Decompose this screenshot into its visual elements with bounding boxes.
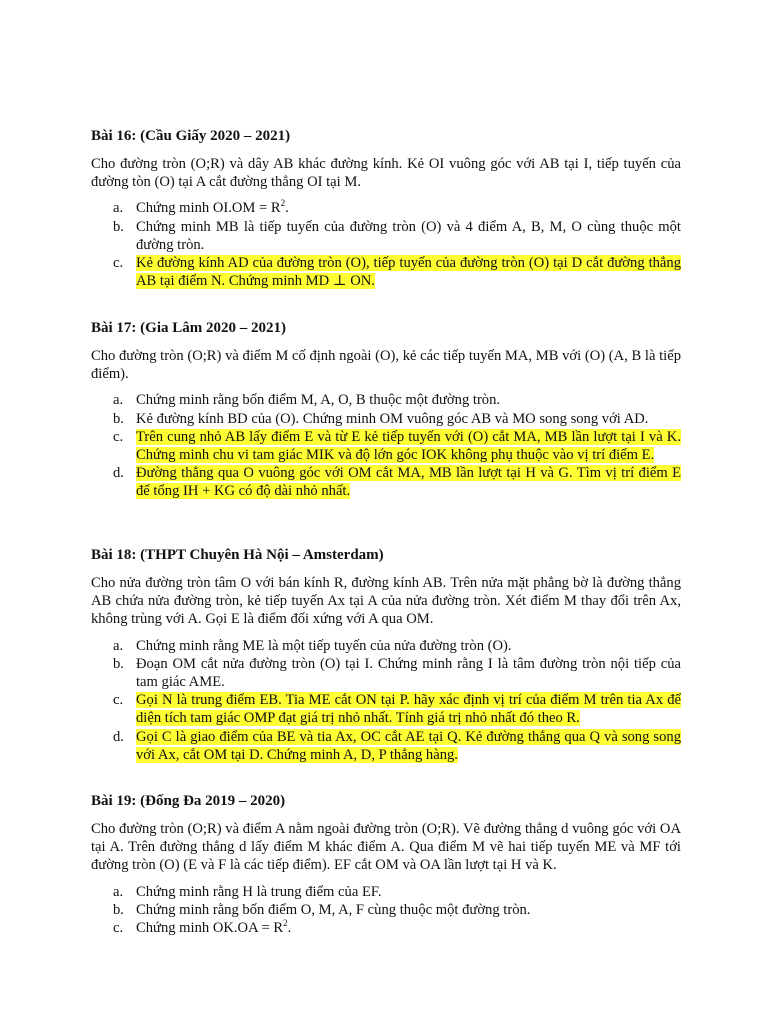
superscript: 2: [280, 198, 286, 209]
sub-question-d: [91, 464, 681, 500]
item-marker: b.: [113, 218, 124, 235]
problem-title: Bài 16: (Cầu Giấy 2020 – 2021): [91, 128, 291, 144]
item-marker: a.: [113, 200, 124, 217]
item-text: Chứng minh OK.OA = R: [136, 920, 284, 937]
item-marker: c.: [113, 692, 124, 709]
item-text: Chứng minh rằng H là trung điểm của EF.: [136, 883, 382, 900]
problem-18: [91, 546, 681, 764]
item-marker: b.: [113, 655, 124, 672]
item-marker: a.: [113, 637, 124, 654]
problem-17: [91, 319, 681, 501]
item-text: Kẻ đường kính BD của (O). Chứng minh OM vuông góc AB và MO song song với AD.: [136, 410, 649, 427]
item-text: Chứng minh MB là tiếp tuyến của đường tròn (O) và 4 điểm A, B, M, O cùng thuộc một đường tròn.: [136, 218, 681, 253]
sub-question-b: [91, 410, 681, 428]
sub-question-b: [91, 655, 681, 691]
item-marker: b.: [113, 901, 124, 918]
sub-question-list: [91, 883, 681, 938]
problem-title: Bài 19: (Đống Đa 2019 – 2020): [91, 793, 286, 809]
item-text-highlighted: Gọi N là trung điểm EB. Tia ME cắt ON tại P. hãy xác định vị trí của điểm M trên tia Ax để diện tích tam giác OMP đạt giá trị nhỏ nhất. Tính giá trị nhỏ nhất đó theo R.: [136, 692, 681, 727]
item-marker: d.: [113, 728, 124, 745]
sub-question-list: [91, 199, 681, 290]
problem-intro: Cho đường tròn (O;R) và điểm A nằm ngoài đường tròn (O;R). Vẽ đường thẳng d vuông góc với OA tại A. Trên đường thẳng d lấy điểm M khác điểm A. Qua điểm M vẽ hai tiếp tuyến ME và MF tới đường tròn (O) (E và F là các tiếp điểm). EF cắt OM và OA lần lượt tại H và K.: [91, 821, 681, 874]
problem-intro: Cho đường tròn (O;R) và điểm M cố định ngoài (O), kẻ các tiếp tuyến MA, MB với (O) (A, B là tiếp điểm).: [91, 348, 681, 383]
item-text-end: .: [287, 920, 292, 937]
item-text: Chứng minh OI.OM = R: [136, 200, 281, 217]
item-marker: c.: [113, 255, 124, 272]
sub-question-list: [91, 637, 681, 764]
item-marker: c.: [113, 428, 124, 445]
item-marker: d.: [113, 465, 124, 482]
item-text: Đoạn OM cắt nửa đường tròn (O) tại I. Chứng minh rằng I là tâm đường tròn nội tiếp của tam giác AME.: [136, 655, 681, 691]
item-text-highlighted: Trên cung nhỏ AB lấy điểm E và từ E kẻ tiếp tuyến với (O) cắt MA, MB lần lượt tại I và K. Chứng minh chu vi tam giác MIK và độ lớn góc IOK không phụ thuộc vào vị trí điểm E.: [136, 428, 681, 464]
item-marker: a.: [113, 883, 124, 900]
item-text-end: .: [285, 200, 289, 217]
item-text: Chứng minh rằng bốn điểm M, A, O, B thuộc một đường tròn.: [136, 392, 501, 409]
item-text-highlighted: Gọi C là giao điểm của BE và tia Ax, OC cắt AE tại Q. Kẻ đường thẳng qua Q và song song với Ax, cắt OM tại D. Chứng minh A, D, P thẳng hàng.: [136, 728, 681, 763]
item-text-highlighted: Kẻ đường kính AD của đường tròn (O), tiếp tuyến của đường tròn (O) tại D cắt đường thẳng AB tại điểm N. Chứng minh MD ⊥ ON.: [136, 255, 681, 290]
problem-intro: Cho đường tròn (O;R) và dây AB khác đường kính. Kẻ OI vuông góc với AB tại I, tiếp tuyến của đường tòn (O) tại A cắt đường thẳng OI tại M.: [91, 156, 681, 191]
sub-question-d: [91, 728, 681, 764]
item-marker: c.: [113, 920, 124, 937]
sub-question-c: [91, 254, 681, 290]
sub-question-list: [91, 391, 681, 500]
problem-16: [91, 127, 681, 290]
problem-title: Bài 17: (Gia Lâm 2020 – 2021): [91, 320, 286, 336]
problem-intro: Cho nửa đường tròn tâm O với bán kính R, đường kính AB. Trên nửa mặt phẳng bờ là đường thẳng AB chứa nửa đường tròn, kẻ tiếp tuyến Ax tại A của nửa đường tròn. Xét điểm M thay đổi trên Ax, không trùng với A. Gọi E là điểm đối xứng với A qua OM.: [91, 575, 681, 628]
sub-question-c: [91, 691, 681, 727]
sub-question-a: [91, 391, 681, 409]
sub-question-c: [91, 428, 681, 464]
sub-question-a: [91, 637, 681, 655]
sub-question-a: [91, 199, 681, 217]
superscript: 2: [283, 918, 288, 929]
item-text: Chứng minh rằng bốn điểm O, M, A, F cùng thuộc một đường tròn.: [136, 901, 531, 918]
sub-question-a: [91, 883, 681, 901]
problem-19: [91, 792, 681, 937]
problem-title: Bài 18: (THPT Chuyên Hà Nội – Amsterdam): [91, 547, 384, 563]
item-marker: a.: [113, 392, 124, 409]
sub-question-c: [91, 919, 681, 937]
item-text-highlighted: Đường thẳng qua O vuông góc với OM cắt MA, MB lần lượt tại H và G. Tìm vị trí điểm E để tổng IH + KG có độ dài nhỏ nhất.: [136, 465, 681, 500]
item-text: Chứng minh rằng ME là một tiếp tuyến của nửa đường tròn (O).: [136, 637, 512, 654]
sub-question-b: [91, 901, 681, 919]
item-marker: b.: [113, 410, 124, 427]
sub-question-b: [91, 218, 681, 254]
